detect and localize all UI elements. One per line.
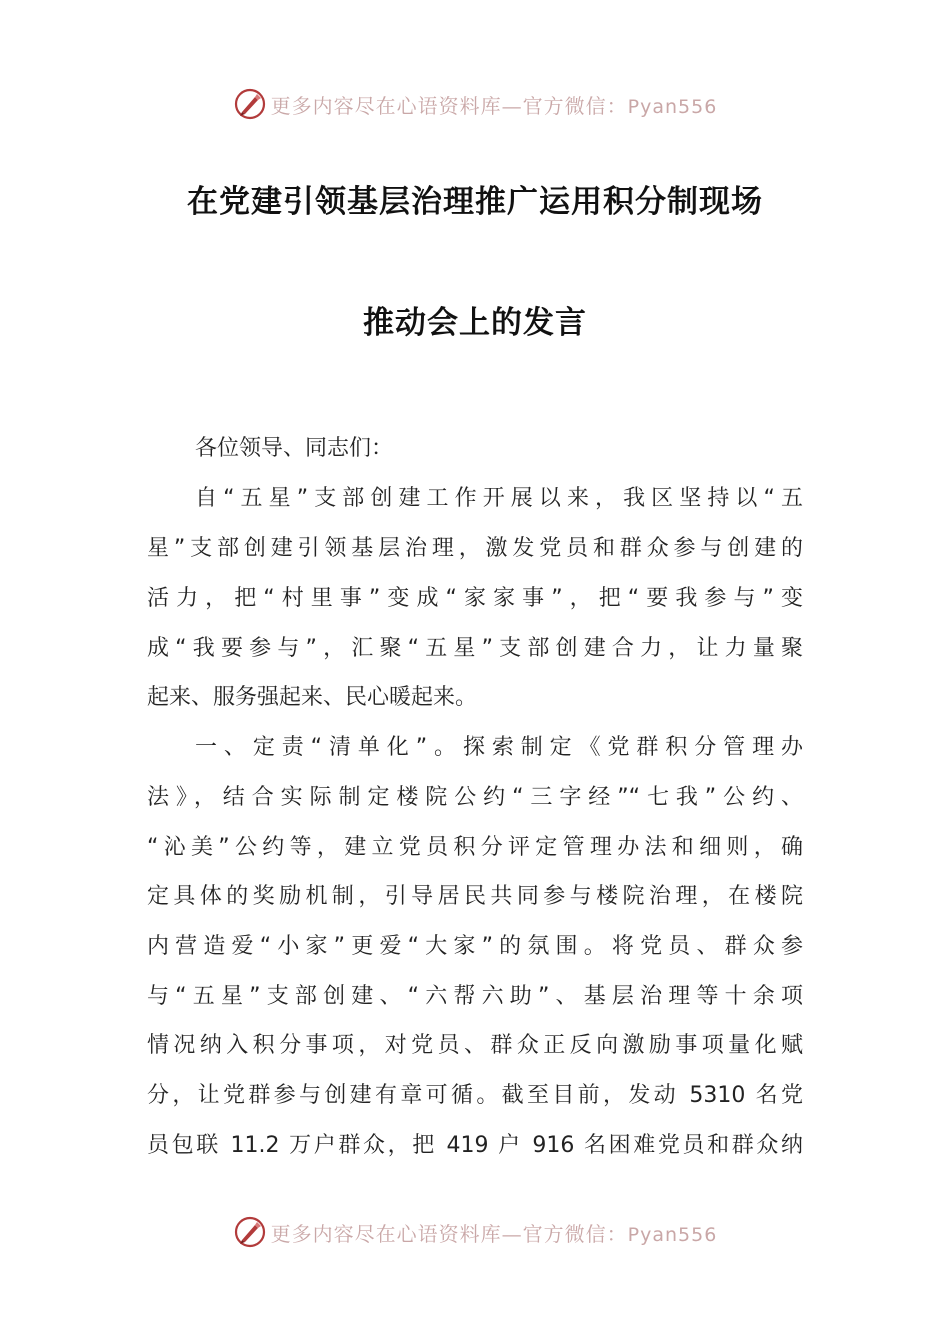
- watermark-text: 更多内容尽在心语资料库—官方微信：Pyan556: [270, 1221, 718, 1246]
- paragraph-2-line: 一、定责“清单化”。探索制定《党群积分管理办: [195, 735, 803, 760]
- watermark-text: 更多内容尽在心语资料库—官方微信：Pyan556: [270, 93, 718, 118]
- paragraph-1-line: 活力，把“村里事”变成“家家事”，把“要我参与”变: [147, 586, 803, 611]
- pen-logo-icon: [233, 1215, 267, 1249]
- paragraph-1-line: 起来、服务强起来、民心暖起来。: [147, 685, 478, 710]
- paragraph-2-line: 情况纳入积分事项，对党员、群众正反向激励事项量化赋: [147, 1033, 803, 1058]
- salutation: 各位领导、同志们：: [195, 436, 394, 461]
- paragraph-1-line: 成“我要参与”，汇聚“五星”支部创建合力，让力量聚: [147, 636, 803, 661]
- paragraph-2-line: “沁美”公约等，建立党员积分评定管理办法和细则，确: [147, 835, 803, 860]
- paragraph-2-line: 定具体的奖励机制，引导居民共同参与楼院治理，在楼院: [147, 884, 803, 909]
- paragraph-1-line: 自“五星”支部创建工作开展以来，我区坚持以“五: [195, 486, 803, 511]
- document-title-line-2: 推动会上的发言: [363, 305, 587, 341]
- document-title-line-1: 在党建引领基层治理推广运用积分制现场: [187, 184, 763, 220]
- paragraph-2-line: 员包联 11.2 万户群众，把 419 户 916 名困难党员和群众纳: [147, 1133, 803, 1158]
- watermark-wechat-id: Pyan556: [627, 95, 718, 118]
- paragraph-2-line: 法》，结合实际制定楼院公约“三字经”“七我”公约、: [147, 785, 803, 810]
- paragraph-2-line: 内营造爱“小家”更爱“大家”的氛围。将党员、群众参: [147, 934, 803, 959]
- paragraph-2-line: 与“五星”支部创建、“六帮六助”、基层治理等十余项: [147, 984, 803, 1009]
- watermark-footer: [0, 1212, 950, 1252]
- paragraph-2-line: 分，让党群参与创建有章可循。截至目前，发动 5310 名党: [147, 1083, 803, 1108]
- paragraph-1-line: 星”支部创建引领基层治理，激发党员和群众参与创建的: [147, 536, 803, 561]
- pen-logo-icon: [233, 87, 267, 121]
- watermark-wechat-id: Pyan556: [627, 1223, 718, 1246]
- watermark-header: [0, 84, 950, 124]
